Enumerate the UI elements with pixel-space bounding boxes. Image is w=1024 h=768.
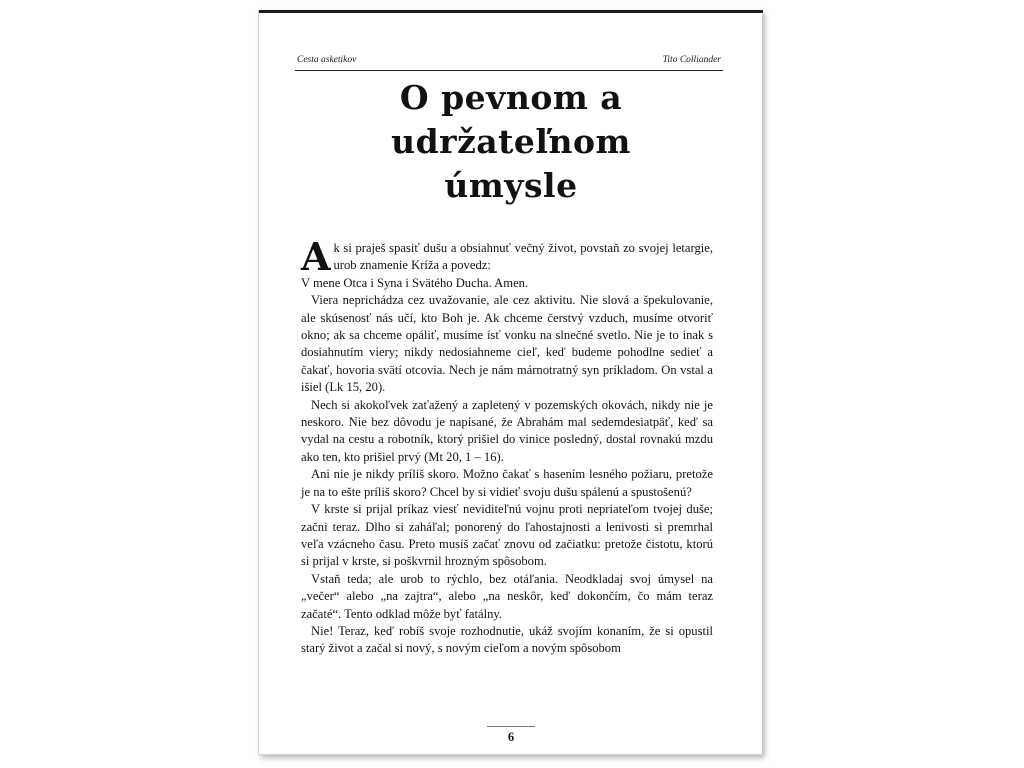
paragraph-8: Nie! Teraz, keď robíš svoje rozhodnutie, ukáž svojím konaním, že si opustil starý život a začal si nový, s novým cieľom a novým spôsobom — [301, 623, 713, 656]
paragraph-1 — [301, 234, 713, 279]
body-text — [301, 234, 713, 658]
page-number: 6 — [507, 730, 515, 744]
drop-cap: A — [301, 234, 331, 279]
paragraph-4: Nech si akokoľvek zaťažený a zapletený v pozemských okovách, nikdy nie je neskoro. Nie bez dôvodu je napísané, že Abrahám mal sedemdesiatpäť, keď sa vydal na cestu a robotník, ktorý prišiel do vinice posledný, dostal rovnakú mzdu ako ten, kto prišiel prvý (Mt 20, 1 – 16). — [301, 397, 713, 464]
header-author: Tito Colliander — [662, 55, 721, 65]
paragraph-3: Viera neprichádza cez uvažovanie, ale cez aktivitu. Nie slová a špekulovanie, ale skúsenosť nás učí, kto Boh je. Ak chceme čerstvý vzduch, musíme otvoriť okno; ak sa chceme opáliť, musíme ísť vonku na slnečné svetlo. Nie je to inak s dosiahnutím viery; nikdy nedosiahneme cieľ, keď budeme pohodlne sedieť a čakať, hovoria svätí otcovia. Nech je nám márnotratný syn príkladom. On vstal a išiel (Lk 15, 20). — [301, 293, 713, 395]
page-top-edge — [259, 10, 763, 13]
paragraph-6: V krste si prijal príkaz viesť neviditeľnú vojnu proti nepriateľom tvojej duše; začni teraz. Dlho si zaháľal; ponorený do ľahostajnosti a lenivosti si premrhal veľa vzácneho času. Preto musíš začať znovu od začiatku: pretože čistotu, ktorú si prijal v krste, si poškvrnil hrozným spôsobom. — [301, 502, 713, 569]
book-page — [258, 10, 762, 755]
header-rule — [295, 70, 723, 71]
paragraph-2: V mene Otca i Syna i Svätého Ducha. Amen. — [301, 275, 529, 290]
header-book-title: Cesta asketikov — [297, 55, 357, 65]
paragraph-7: Vstaň teda; ale urob to rýchlo, bez otáľania. Neodkladaj svoj úmysel na „večer“ alebo „na zajtra“, alebo „na neskôr, keď dokončím, čo mám teraz začaté“. Tento odklad môže byť fatálny. — [301, 571, 713, 621]
chapter-title-line-1: O pevnom a udržateľnom — [391, 78, 631, 161]
chapter-title-line-2: úmysle — [444, 166, 578, 205]
paragraph-1-text: k si praješ spasiť dušu a obsiahnuť večný život, povstaň zo svojej letargie, urob znamenie Kríža a povedz: — [333, 241, 713, 273]
footer-rule — [487, 726, 535, 727]
running-header — [295, 55, 723, 69]
chapter-title — [277, 76, 745, 208]
paragraph-5: Ani nie je nikdy príliš skoro. Možno čakať s hasením lesného požiaru, pretože je na to ešte príliš skoro? Chcel by si vidieť svoju dušu spálenú a spustošenú? — [301, 467, 713, 499]
